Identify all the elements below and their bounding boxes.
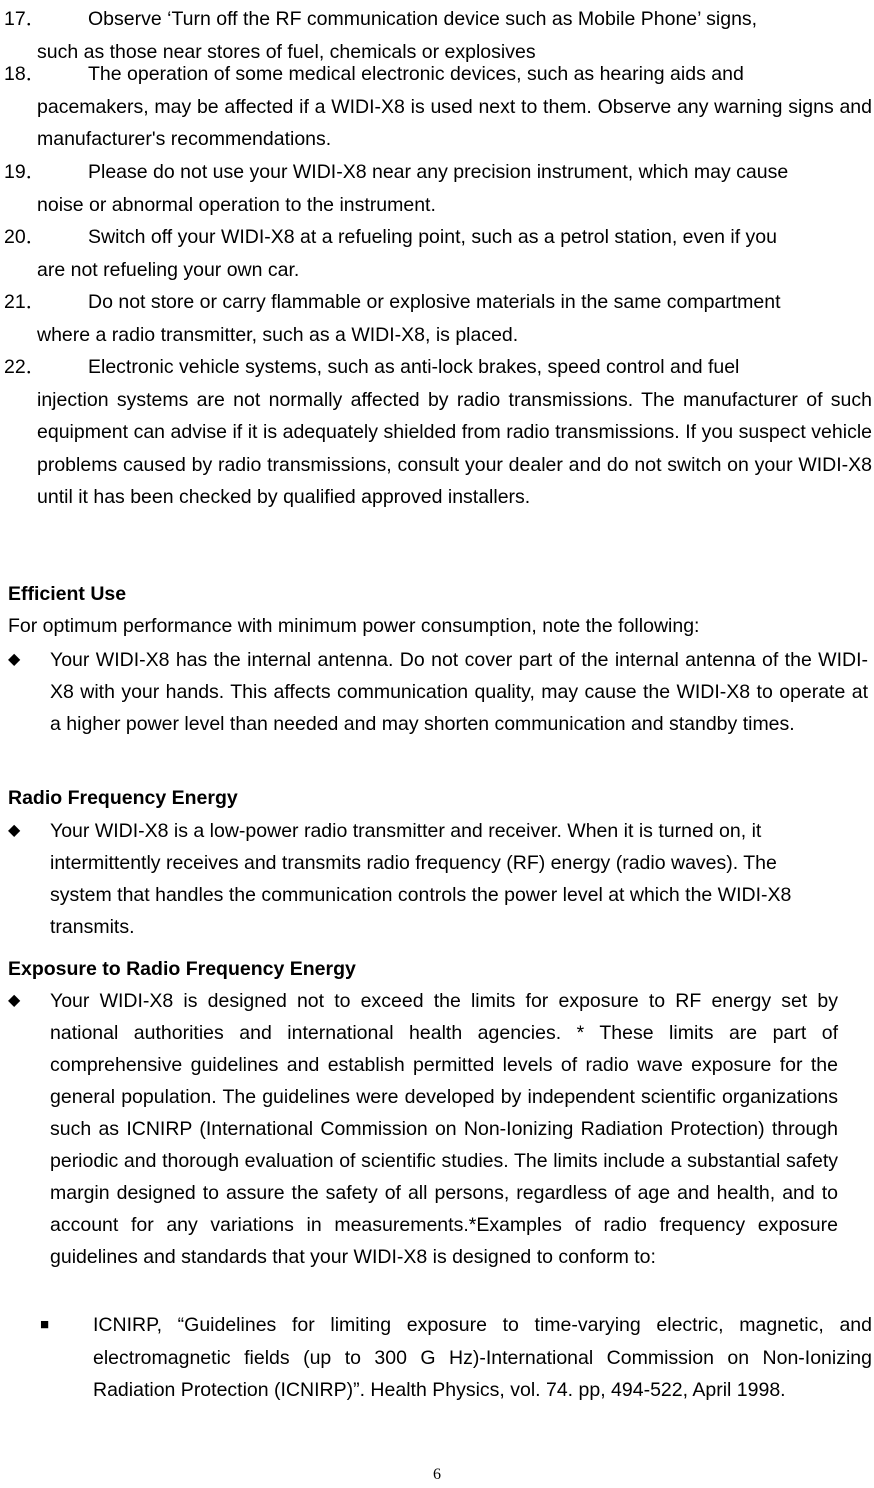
reference-text: ICNIRP, “Guidelines for limiting exposure to time-varying electric, magnetic, and electromagnetic fields (up to 300 G Hz)-International Commission on Non-Ionizing Radiation Protection (ICNIRP)”. Health Physics, vol. 74. pp, 494-522, April 1998. [93,1314,872,1401]
efficient-use-intro: For optimum performance with minimum power consumption, note the following: [8,615,700,637]
item-text-continued: such as those near stores of fuel, chemicals or explosives [37,40,536,63]
item-number: 18． [4,63,46,85]
section-heading-efficient-use: Efficient Use [8,583,127,605]
item-text-first-line: Please do not use your WIDI-X8 near any precision instrument, which may cause [88,161,789,183]
rf-energy-bullet [8,815,834,943]
diamond-bullet-icon: ◆ [8,822,21,839]
item-number: 20． [4,226,46,248]
efficient-use-bullet [8,644,868,740]
item-text-first-line: Do not store or carry flammable or explosive materials in the same compartment [88,291,781,313]
item-text-first-line: Switch off your WIDI-X8 at a refueling point, such as a petrol station, even if you [88,226,777,248]
page-number: 6 [433,1466,441,1483]
item-text-continued: injection systems are not normally affected by radio transmissions. The manufacturer of such equipment can advise if it is adequately shielded from radio transmissions. If you suspect vehicle problems caused by radio transmissions, consult your dealer and do not switch on your WIDI-X8 until it has been checked by qualified approved installers. [37,388,872,508]
item-text-continued: noise or abnormal operation to the instrument. [37,193,436,216]
bullet-text: Your WIDI-X8 has the internal antenna. Do not cover part of the internal antenna of the WIDI-X8 with your hands. This affects communication quality, may cause the WIDI-X8 to operate at a higher power level than needed and may shorten communication and standby times. [50,649,868,735]
item-text-continued: pacemakers, may be affected if a WIDI-X8 is used next to them. Observe any warning signs and manufacturer's recommendations. [37,95,872,150]
section-heading-exposure: Exposure to Radio Frequency Energy [8,958,356,980]
numbered-item-21 [4,286,872,351]
item-number: 21． [4,291,46,313]
item-text-first-line: Observe ‘Turn off the RF communication device such as Mobile Phone’ signs, [88,8,758,30]
diamond-bullet-icon: ◆ [8,992,21,1009]
item-text-continued: where a radio transmitter, such as a WIDI-X8, is placed. [37,323,519,346]
numbered-item-18 [4,58,872,156]
exposure-bullet [8,985,838,1273]
numbered-item-22 [4,351,872,514]
item-number: 22． [4,356,46,378]
numbered-item-20 [4,221,872,286]
item-text-first-line: Electronic vehicle systems, such as anti-lock brakes, speed control and fuel [88,356,740,378]
item-text-first-line: The operation of some medical electronic devices, such as hearing aids and [88,63,744,85]
section-heading-rf-energy: Radio Frequency Energy [8,787,238,809]
item-number: 17． [4,8,46,30]
diamond-bullet-icon: ◆ [8,651,21,668]
item-text-continued: are not refueling your own car. [37,258,300,281]
square-bullet-icon: ■ [40,1316,50,1333]
bullet-text: Your WIDI-X8 is designed not to exceed the limits for exposure to RF energy set by national authorities and international health agencies. * These limits are part of comprehensive guidelines and establish permitted levels of radio wave exposure for the general population. The guidelines were developed by independent scientific organizations such as ICNIRP (International Commission on Non-Ionizing Radiation Protection) through periodic and thorough evaluation of scientific studies. The limits include a substantial safety margin designed to assure the safety of all persons, regardless of age and health, and to account for any variations in measurements.*Examples of radio frequency exposure guidelines and standards that your WIDI-X8 is designed to conform to: [50,990,838,1268]
icnirp-reference [40,1309,872,1407]
bullet-text: Your WIDI-X8 is a low-power radio transmitter and receiver. When it is turned on, it intermittently receives and transmits radio frequency (RF) energy (radio waves). The system that handles the communication controls the power level at which the WIDI-X8 transmits. [50,820,792,938]
item-number: 19． [4,161,46,183]
numbered-item-19 [4,156,872,221]
